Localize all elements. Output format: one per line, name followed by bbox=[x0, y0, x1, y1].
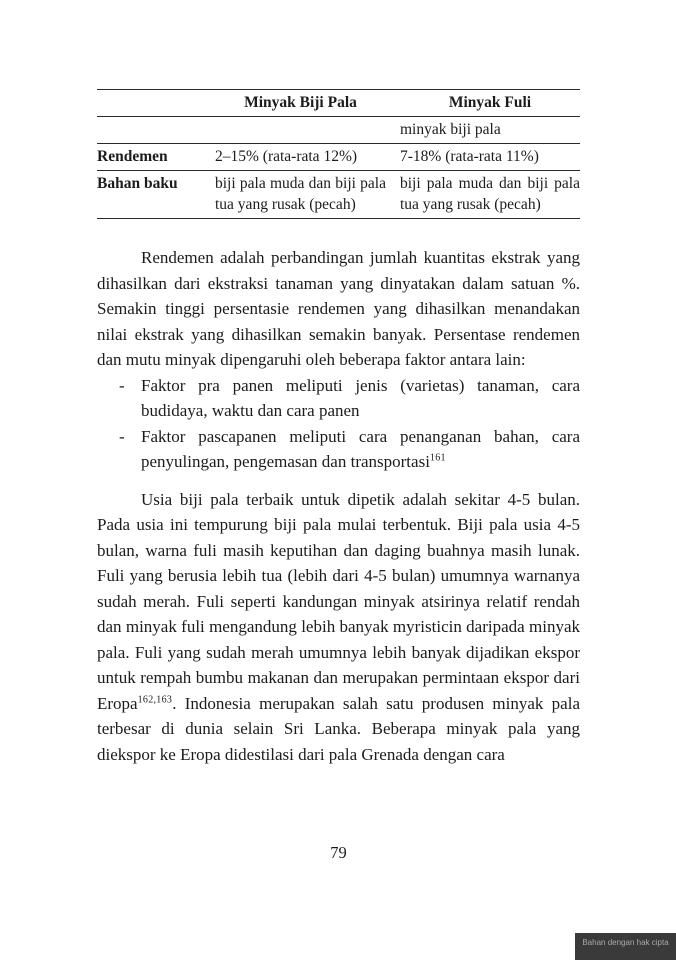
oil-comparison-table bbox=[97, 89, 580, 219]
copyright-label: Bahan dengan hak cipta bbox=[582, 938, 669, 947]
copyright-strip bbox=[575, 933, 676, 960]
bullet-text: Faktor pra panen meliputi jenis (varietas) tanaman, cara budidaya, waktu dan cara panen bbox=[141, 375, 580, 420]
table-cell: biji pala muda dan biji pala tua yang rusak (pecah) bbox=[400, 175, 580, 213]
table-cell: biji pala muda dan biji pala tua yang rusak (pecah) bbox=[215, 175, 386, 213]
table-cell bbox=[215, 117, 400, 144]
list-item bbox=[97, 373, 580, 424]
table-header-minyak-fuli: Minyak Fuli bbox=[400, 90, 580, 117]
body-text bbox=[97, 245, 580, 767]
table-cell: 7-18% (rata-rata 11%) bbox=[400, 144, 580, 171]
factor-list bbox=[97, 373, 580, 475]
table-header-minyak-biji-pala: Minyak Biji Pala bbox=[215, 90, 400, 117]
page-number: 79 bbox=[330, 843, 347, 862]
row-label: Bahan baku bbox=[97, 175, 178, 192]
table-cell bbox=[97, 117, 215, 144]
bullet-marker: - bbox=[119, 426, 125, 446]
list-item bbox=[97, 424, 580, 475]
table-row-bahan-baku bbox=[97, 171, 580, 219]
table-cell: 2–15% (rata-rata 12%) bbox=[215, 144, 400, 171]
row-label: Rendemen bbox=[97, 144, 215, 171]
bullet-marker: - bbox=[119, 375, 125, 395]
bullet-text: Faktor pascapanen meliputi cara penanganan bahan, cara penyulingan, pengemasan dan transportasi$^{161}$ bbox=[141, 426, 580, 471]
table-subheader-row bbox=[97, 117, 580, 144]
paragraph-usia-biji-pala: Usia biji pala terbaik untuk dipetik adalah sekitar 4-5 bulan. Pada usia ini tempurung biji pala mulai terbentuk. Biji pala usia 4-5 bulan, warna fuli masih keputihan dan daging buahnya masih lunak. Fuli yang berusia lebih tua (lebih dari 4-5 bulan) umumnya warnanya sudah merah. Fuli seperti kandungan minyak atsirinya relatif rendah dan minyak fuli mengandung lebih banyak myristicin daripada minyak pala. Fuli yang sudah merah umumnya lebih banyak dijadikan ekspor untuk rempah bumbu makanan dan merupakan permintaan ekspor dari Eropa$^{162,163}$. Indonesia merupakan salah satu produsen minyak pala terbesar di dunia selain Sri Lanka. Beberapa minyak pala yang diekspor ke Eropa didestilasi dari pala Grenada dengan cara bbox=[97, 489, 580, 764]
table-row-rendemen bbox=[97, 144, 580, 171]
table-header-cell-empty bbox=[97, 90, 215, 117]
table-header-row bbox=[97, 90, 580, 117]
paragraph-rendemen: Rendemen adalah perbandingan jumlah kuantitas ekstrak yang dihasilkan dari ekstraksi tanaman yang dinyatakan dalam satuan %. Semakin tinggi persentasie rendemen yang dihasilkan menandakan nilai ekstrak yang dihasilkan semakin banyak. Persentase rendemen dan mutu minyak dipengaruhi oleh beberapa faktor antara lain: bbox=[97, 248, 580, 369]
table-subheader-cell: minyak biji pala bbox=[400, 117, 580, 144]
